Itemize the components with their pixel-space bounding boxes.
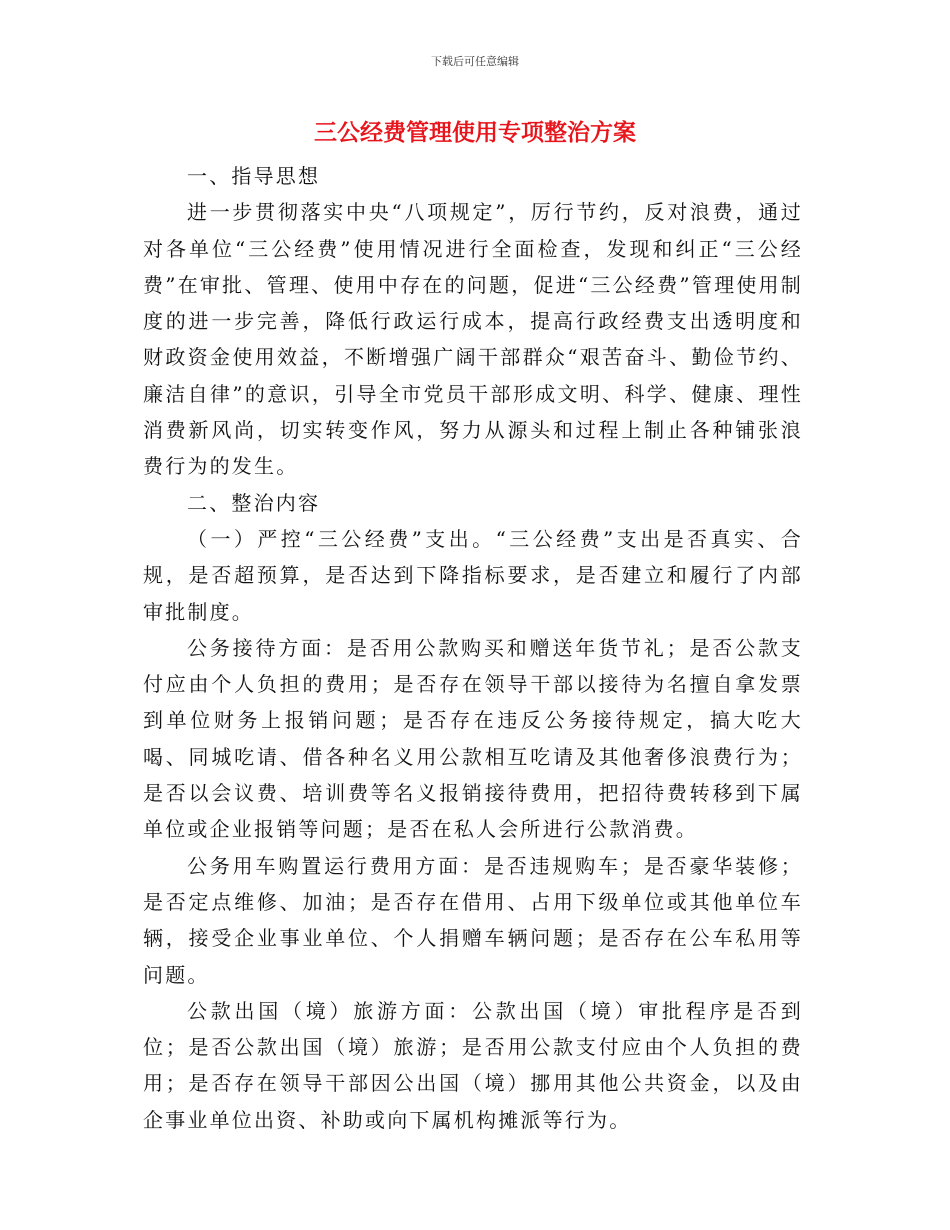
paragraph-official-reception: 公务接待方面：是否用公款购买和赠送年货节礼；是否公款支付应由个人负担的费用；是否存在领导干部以接待为名擅自拿发票到单位财务上报销问题；是否存在违反公务接待规定，搞大吃大喝、同城吃请、借各种名义用公款相互吃请及其他奢侈浪费行为；是否以会议费、培训费等名义报销接待费用，把招待费转移到下属单位或企业报销等问题；是否在私人会所进行公款消费。 [143, 635, 803, 842]
paragraph-overseas-travel: 公款出国（境）旅游方面：公款出国（境）审批程序是否到位；是否公款出国（境）旅游；是否用公款支付应由个人负担的费用；是否存在领导干部因公出国（境）挪用其他公共资金，以及由企事业单位出资、补助或向下属机构摊派等行为。 [143, 998, 803, 1132]
document-body [143, 158, 803, 1138]
paragraph-guiding-ideology: 进一步贯彻落实中央“八项规定”，厉行节约，反对浪费，通过对各单位“三公经费”使用情况进行全面检查，发现和纠正“三公经费”在审批、管理、使用中存在的问题，促进“三公经费”管理使用制度的进一步完善，降低行政运行成本，提高行政经费支出透明度和财政资金使用效益，不断增强广阔干部群众“艰苦奋斗、勤俭节约、廉洁自律”的意识，引导全市党员干部形成文明、科学、健康、理性消费新风尚，切实转变作风，努力从源头和过程上制止各种铺张浪费行为的发生。 [143, 200, 803, 479]
section-heading-rectification-content: 二、整治内容 [187, 490, 321, 515]
paragraph-strict-control: （一）严控“三公经费”支出。“三公经费”支出是否真实、合规，是否超预算，是否达到下降指标要求，是否建立和履行了内部审批制度。 [143, 526, 803, 624]
document-title: 三公经费管理使用专项整治方案 [314, 120, 636, 146]
header-note: 下载后可任意编辑 [431, 55, 519, 68]
paragraph-official-vehicles: 公务用车购置运行费用方面：是否违规购车；是否豪华装修；是否定点维修、加油；是否存在借用、占用下级单位或其他单位车辆，接受企业事业单位、个人捐赠车辆问题；是否存在公车私用等问题。 [143, 853, 803, 987]
section-heading-guiding-ideology: 一、指导思想 [187, 164, 321, 188]
